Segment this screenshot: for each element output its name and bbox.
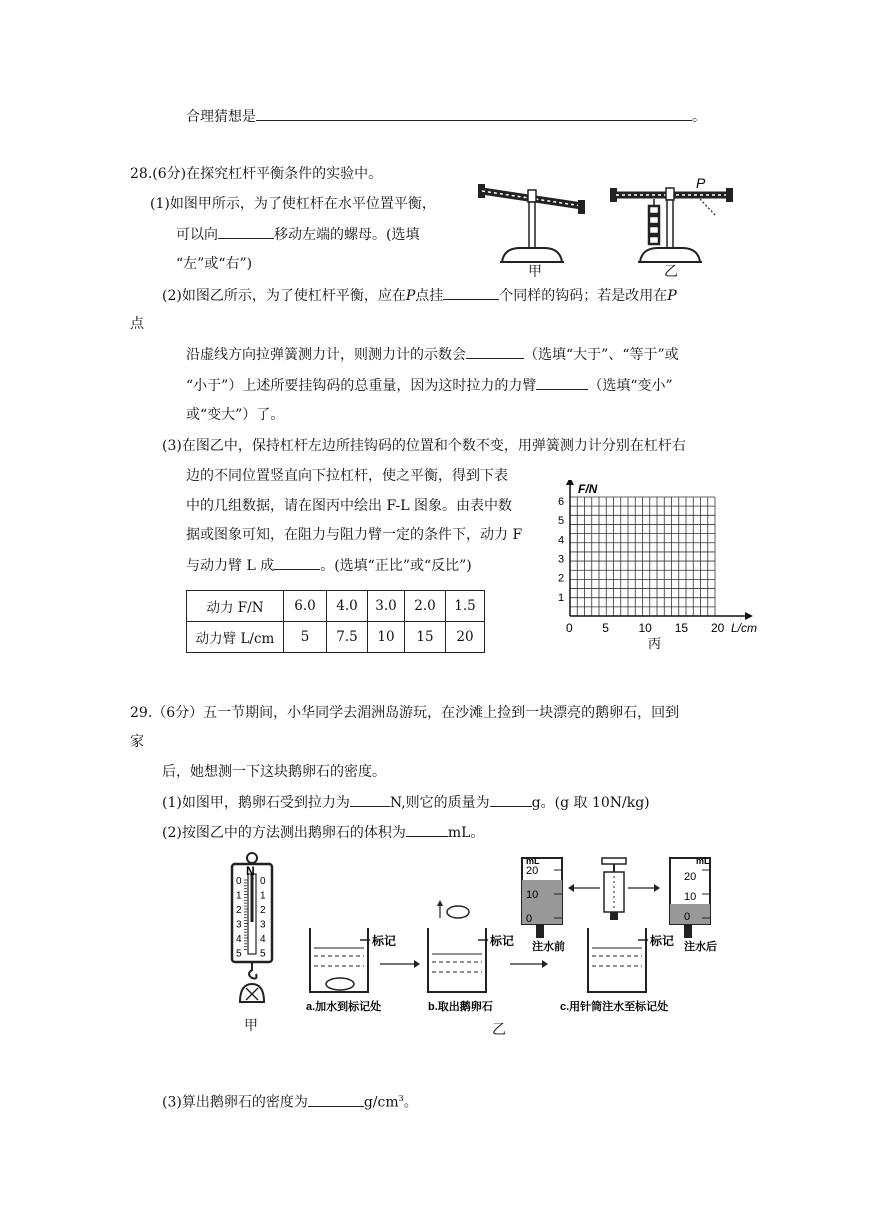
fig-yi-caption: 乙 <box>664 264 678 280</box>
q28-p3e-post: 。(选填“正比”或“反比”) <box>320 558 472 574</box>
meter-tick-left: 4 <box>236 934 242 945</box>
q28-p2-line2 <box>186 344 679 365</box>
y-tick-label: 3 <box>558 553 565 566</box>
q29-p3-post: g/cm <box>363 1094 399 1111</box>
mark-label-a: 标记 <box>372 934 397 948</box>
q29-p3-sup: 3 <box>398 1094 404 1103</box>
q29-figure <box>222 852 732 1040</box>
q28-p1-line2 <box>176 224 419 245</box>
q28-p3-line2: 边的不同位置竖直向下拉杠杆，使之平衡，得到下表 <box>186 468 508 484</box>
yi-right-nut <box>726 188 733 202</box>
table-cell: 1.5 <box>446 591 485 622</box>
fig-jia-caption: 甲 <box>528 264 542 280</box>
meter-tick-left: 1 <box>236 890 242 902</box>
y-tick-label: 1 <box>558 591 565 604</box>
q28-p2-line3 <box>186 375 673 396</box>
x-tick-label: 0 <box>566 621 573 635</box>
y-tick-label: 6 <box>558 496 565 508</box>
yi-hook-weights <box>649 206 659 244</box>
y-tick-label: 4 <box>558 534 565 547</box>
tick-20-before: 20 <box>526 865 539 877</box>
meter-tick-left: 5 <box>236 948 242 960</box>
yi-dashed-line <box>700 199 716 216</box>
x-tick-label: 15 <box>674 621 689 635</box>
tick-10-after: 10 <box>684 891 697 903</box>
answer-blank[interactable] <box>256 106 692 121</box>
jia-base <box>502 248 562 262</box>
q29-p3-end: 。 <box>403 1094 418 1111</box>
step-b-label: b.取出鹅卵石 <box>428 1001 493 1013</box>
q28-p3-line1: (3)在图乙中，保持杠杆左边所挂钩码的位置和个数不变，用弹簧测力计分别在杠杆右 <box>162 438 686 454</box>
pebble-in-beaker <box>326 978 354 990</box>
table-cell: 7.5 <box>327 622 368 653</box>
table-cell: 5 <box>284 622 327 653</box>
q29-p1-pre: (1)如图甲，鹅卵石受到拉力为 <box>162 795 350 811</box>
mark-label-b: 标记 <box>490 934 515 948</box>
q29-p1-post: g。(g 取 10N/kg) <box>531 795 650 811</box>
table-cell: 10 <box>368 622 405 653</box>
meter-tick-left: 3 <box>236 919 242 931</box>
y-tick-label: 5 <box>558 515 565 528</box>
q28-p3-line5 <box>186 555 472 576</box>
q29-header-wrap: 家 <box>130 734 144 750</box>
q28-p1-pre: 可以向 <box>176 227 218 243</box>
q28-p2-p: P <box>405 288 416 304</box>
meter-tick-left: 2 <box>236 905 242 916</box>
y-axis-arrow-icon <box>566 480 574 485</box>
meter-tick-right: 4 <box>260 934 266 945</box>
cylinder-before <box>522 856 565 953</box>
table-cell: 4.0 <box>327 591 368 622</box>
mark-label-c: 标记 <box>650 934 675 948</box>
table-row-label: 动力臂 L/cm <box>187 622 284 653</box>
answer-line <box>186 106 706 127</box>
meter-tick-right: 2 <box>260 905 266 916</box>
before-label: 注水前 <box>532 941 565 953</box>
q29-header: 29.（6分）五一节期间，小华同学去湄洲岛游玩，在沙滩上捡到一块漂亮的鹅卵石，回到 <box>130 705 680 721</box>
pebble-removed <box>447 906 469 918</box>
table-cell: 6.0 <box>284 591 327 622</box>
q28-header: 28.(6分)在探究杠杆平衡条件的实验中。 <box>130 166 383 182</box>
ml-label-before: mL <box>526 856 540 866</box>
q28-p3e-pre: 与动力臂 L 成 <box>186 558 275 574</box>
beaker-c <box>560 928 674 1013</box>
q29-p2-pre: (2)按图乙中的方法测出鹅卵石的体积为 <box>162 825 406 841</box>
step-a-label: a.加水到标记处 <box>306 1001 382 1013</box>
yi-left-nut <box>610 188 617 202</box>
q29-blank-1[interactable] <box>350 792 390 807</box>
yi-stand <box>667 200 673 248</box>
q29-p3-pre: (3)算出鹅卵石的密度为 <box>162 1094 308 1111</box>
meter-tick-right: 1 <box>260 890 266 902</box>
lever-yi-figure <box>610 175 733 262</box>
jia-right-nut <box>578 200 585 214</box>
q28-p2b-post: （选填“大于”、“等于”或 <box>524 347 679 363</box>
q29-fig-yi-caption: 乙 <box>492 1022 506 1038</box>
table-cell: 15 <box>405 622 446 653</box>
q28-p2b-pre: 沿虚线方向拉弹簧测力计，则测力计的示数会 <box>186 347 466 363</box>
table-cell: 3.0 <box>368 591 405 622</box>
tick-0-before: 0 <box>526 913 533 925</box>
f-l-chart[interactable] <box>552 480 782 655</box>
lever-jia-figure <box>478 184 585 262</box>
syringe-figure <box>568 858 660 920</box>
table-row-label: 动力 F/N <box>187 591 284 622</box>
x-axis-label: L/cm <box>731 621 758 635</box>
cylinder-after <box>670 856 717 953</box>
q28-p3-line3: 中的几组数据，请在图丙中绘出 F-L 图象。由表中数 <box>186 498 513 514</box>
q28-p2-p2: P <box>667 288 677 304</box>
y-tick-label: 2 <box>558 572 565 585</box>
chart-caption: 丙 <box>648 636 662 651</box>
x-tick-label: 20 <box>711 621 725 635</box>
yi-point-p-label: P <box>696 175 706 191</box>
q29-p3 <box>162 1089 418 1113</box>
tick-0-after: 0 <box>684 911 691 923</box>
meter-tick-right: 0 <box>260 876 266 887</box>
q28-blank-5[interactable] <box>274 555 320 570</box>
q28-p3-line4: 据或图象可知，在阻力与阻力臂一定的条件下，动力 F <box>186 527 523 543</box>
q28-p2-wrap: 点 <box>130 316 144 332</box>
q28-blank-3[interactable] <box>466 344 524 359</box>
table-cell: 2.0 <box>405 591 446 622</box>
lever-figures <box>470 172 740 280</box>
q29-p2-post: mL。 <box>447 825 485 841</box>
q29-blank-4[interactable] <box>308 1092 364 1107</box>
jia-stand <box>529 202 535 248</box>
x-axis-arrow-icon <box>745 612 753 620</box>
q28-p1-line3: “左”或“右”) <box>176 256 253 272</box>
q28-p2c-post: （选填“变小” <box>588 378 673 394</box>
q28-p2-line4: 或“变大”）了。 <box>186 407 285 423</box>
data-table <box>186 590 485 653</box>
q28-p2c-pre: “小于”）上述所要挂钩码的总重量，因为这时拉力的力臂 <box>186 378 537 394</box>
x-tick-label: 5 <box>602 621 609 635</box>
q28-p2-mid: 点挂 <box>415 288 444 304</box>
table-row <box>187 622 485 653</box>
table-row <box>187 591 485 622</box>
q28-p2-pre: (2)如图乙所示，为了使杠杆平衡，应在 <box>162 288 406 304</box>
meter-tick-right: 5 <box>260 948 266 960</box>
q28-p2-post: 个同样的钩码；若是改用在 <box>499 288 668 304</box>
q29-fig-jia-caption: 甲 <box>244 1018 258 1034</box>
q29-blank-3[interactable] <box>406 822 448 837</box>
beaker-a <box>306 928 396 1013</box>
q28-blank-1[interactable] <box>218 224 274 239</box>
up-arrow-icon <box>437 900 443 906</box>
y-axis-label: F/N <box>578 482 598 496</box>
spring-scale-unit: N <box>246 864 255 878</box>
step-c-label: c.用针筒注水至标记处 <box>560 1001 669 1013</box>
q29-p1 <box>162 792 650 813</box>
after-label: 注水后 <box>684 941 717 953</box>
q29-blank-2[interactable] <box>490 792 532 807</box>
spring-scale-figure <box>232 853 272 1002</box>
tick-10-before: 10 <box>526 889 539 901</box>
x-tick-label: 10 <box>638 621 652 635</box>
meter-tick-left: 0 <box>236 876 242 887</box>
q28-p1-line1: (1)如图甲所示，为了使杠杆在水平位置平衡， <box>150 196 436 212</box>
q29-intro: 后，她想测一下这块鹅卵石的密度。 <box>162 764 386 780</box>
q29-p1-mid: N,则它的质量为 <box>389 795 490 811</box>
beaker-b <box>428 900 514 1013</box>
tick-20-after: 20 <box>684 871 697 883</box>
answer-line-text: 合理猜想是 <box>186 109 256 125</box>
q28-p1-post: 移动左端的螺母。(选填 <box>274 227 420 243</box>
answer-line-end: 。 <box>692 109 706 125</box>
meter-tick-right: 3 <box>260 919 266 931</box>
yi-base <box>640 248 700 262</box>
ml-label-after: mL <box>696 856 710 866</box>
q28-blank-4[interactable] <box>536 375 588 390</box>
q29-p2 <box>162 822 484 843</box>
table-cell: 20 <box>446 622 485 653</box>
q28-blank-2[interactable] <box>443 285 499 300</box>
q28-p2-line1 <box>162 285 677 306</box>
